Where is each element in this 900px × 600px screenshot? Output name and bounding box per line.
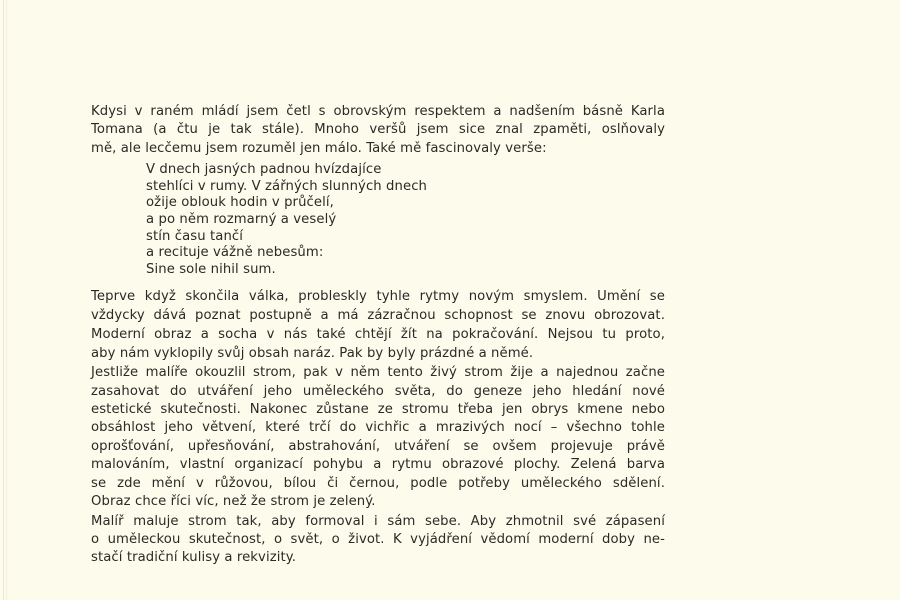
text-line: stačí tradiční kulisy a rekvizity. [91,550,297,566]
intro-paragraph [91,103,665,158]
text-line: Teprve když skončila válka, probleskly tyhle rytmy novým smyslem. Umění se [91,289,665,305]
page-edge-line [3,0,4,600]
text-line: mě, ale lecčemu jsem rozuměl jen málo. Také mě fascinovaly verše: [91,140,547,156]
poem-line: ožije oblouk hodin v průčelí, [146,195,334,211]
paragraph-tree [91,364,665,511]
text-line: Obraz chce říci víc, než že strom je zelený. [91,494,376,509]
text-line: vždycky dává poznat postupně a má zázračnou schopnost se znovu obrozovat. [91,307,665,323]
text-line: o uměleckou skutečnost, o svět, o život. K vyjádření vědomí moderní doby ne- [91,531,665,547]
text-line: malováním, vlastní organizací pohybu a rytmu obrazové plochy. Zelená barva [91,457,665,473]
text-line: estetické skutečnosti. Nakonec zůstane ze stromu třeba jen obrys kmene nebo [91,402,665,418]
text-line: Moderní obraz a socha v nás také chtějí žít na pokračování. Nejsou tu proto, [91,327,665,343]
poem-line: stehlíci v rumy. V zářných slunných dnech [146,178,428,194]
paragraph-war [91,288,665,325]
text-line: Tomana (a čtu je tak stále). Mnoho veršů jsem sice znal zpaměti, oslňovaly [91,122,665,138]
poem-line: V dnech jasných padnou hvízdajíce [146,162,382,178]
poem-line: a recituje vážně nebesům: [146,245,324,261]
text-line: Kdysi v raném mládí jsem četl s obrovským respektem a nadšením básně Karla [91,104,665,119]
text-line: obsáhlost jeho větvení, které trčí do vichřic a mrazivých nocí – všechno tohle [91,420,665,436]
text-line: zasahovat do utváření jeho uměleckého světa, do geneze jeho hledání nové [91,383,665,399]
text-line: se zde mění v růžovou, bílou či černou, podle potřeby uměleckého sdělení. [91,475,665,491]
text-line: Malíř maluje strom tak, aby formoval i sám sebe. Aby zhmotnil své zápasení [91,513,665,529]
poem-line: stín času tančí [146,228,244,244]
paragraph-painter [91,513,665,568]
text-line: Jestliže malíře okouzlil strom, pak v něm tento živý strom žije a najednou začne [91,365,665,381]
text-line: aby nám vyklopily svůj obsah naráz. Pak by byly prázdné a němé. [91,345,534,361]
page-text-block [91,103,665,569]
page-edge-line-inner [6,0,7,600]
paragraph-modern-art [91,326,665,363]
poem-line: a po něm rozmarný a veselý [146,211,337,227]
text-line: oprošťování, upřesňování, abstrahování, utváření se ovšem projevuje právě [91,438,665,454]
poem-line: Sine sole nihil sum. [146,261,276,277]
poem-quote [91,162,665,278]
